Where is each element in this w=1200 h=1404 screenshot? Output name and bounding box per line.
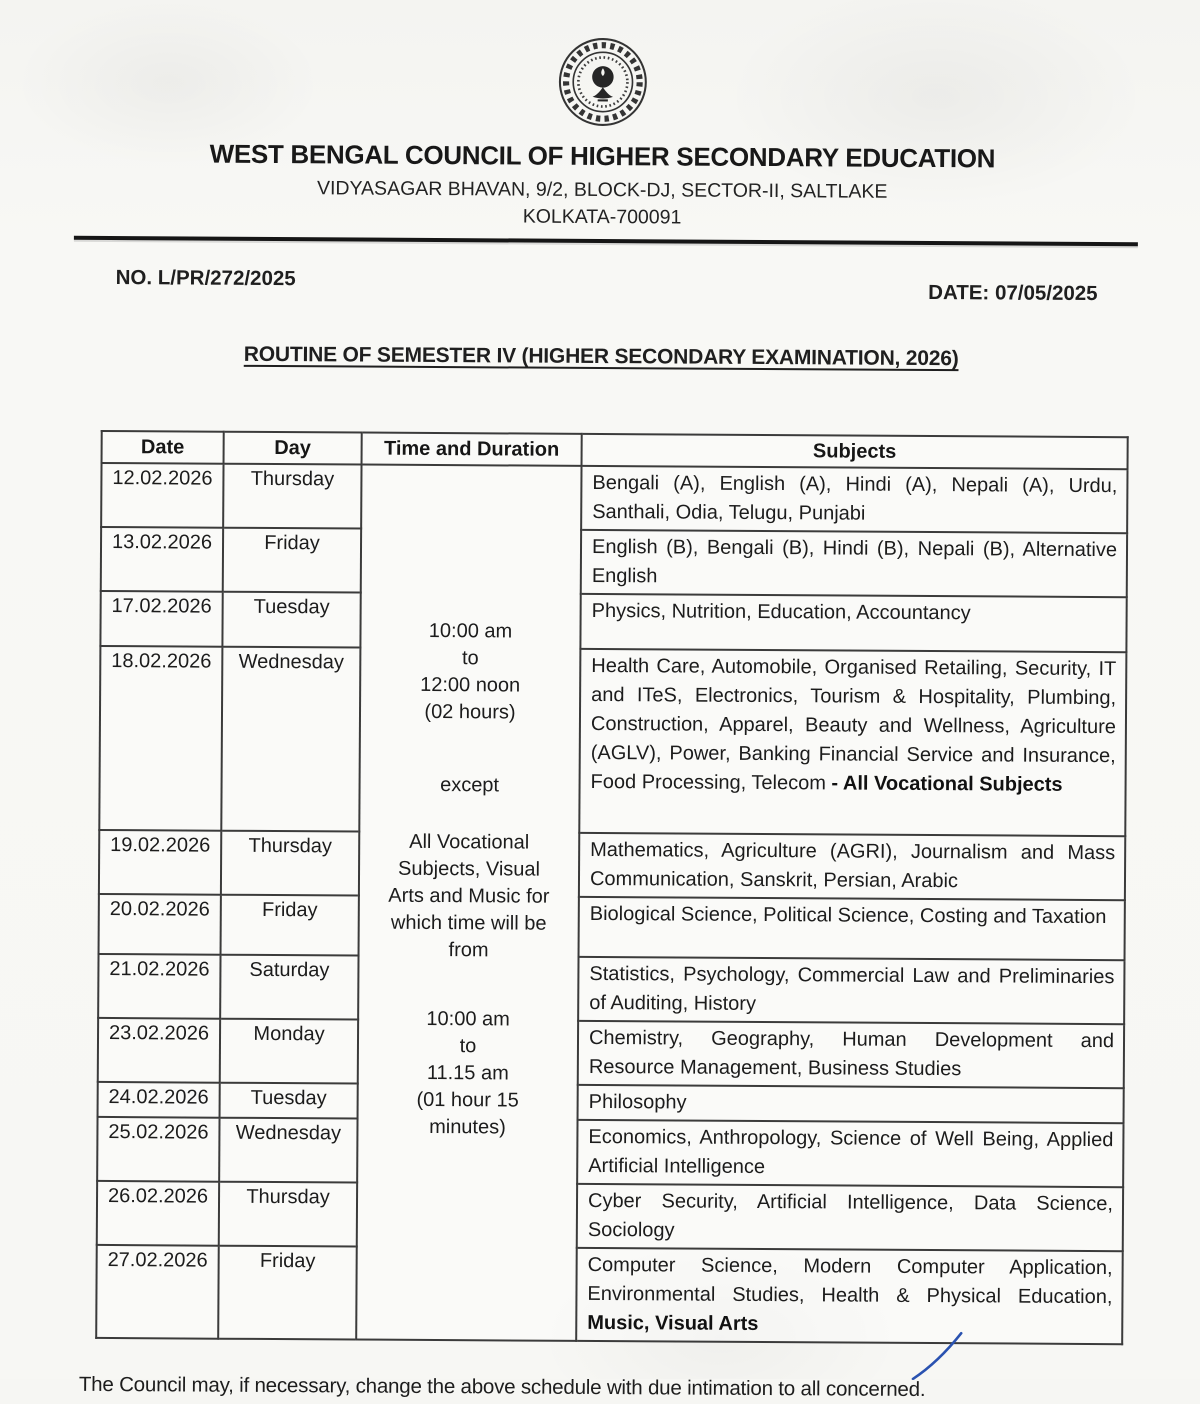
- day-cell: Thursday: [223, 464, 361, 529]
- date-cell: 27.02.2026: [96, 1245, 219, 1339]
- day-cell: Friday: [221, 895, 359, 956]
- subjects-cell: Bengali (A), English (A), Hindi (A), Nepali (A), Urdu, Santhali, Odia, Telugu, Punjabi: [581, 466, 1127, 533]
- column-header-date: Date: [102, 431, 224, 464]
- routine-row: [99, 830, 1125, 900]
- routine-row: [101, 463, 1127, 533]
- routine-row: [99, 646, 1126, 836]
- column-header-time: Time and Duration: [362, 433, 582, 466]
- date-cell: 18.02.2026: [99, 646, 222, 831]
- day-cell: Friday: [223, 528, 361, 593]
- subjects-cell: Philosophy: [578, 1085, 1124, 1123]
- subjects-cell: Computer Science, Modern Computer Application, Environmental Studies, Health & Physical Education, Music, Visual Arts: [576, 1248, 1123, 1344]
- org-address-line: VIDYASAGAR BHAVAN, 9/2, BLOCK-DJ, SECTOR-II, SALTLAKE: [316, 177, 888, 203]
- routine-row: [97, 1181, 1123, 1251]
- routine-row: [99, 894, 1125, 960]
- document-title: ROUTINE OF SEMESTER IV (HIGHER SECONDARY EXAMINATION, 2026): [243, 342, 959, 371]
- subjects-cell: Cyber Security, Artificial Intelligence, Data Science, Sociology: [577, 1184, 1123, 1251]
- date-cell: 20.02.2026: [99, 894, 221, 955]
- date-cell: 13.02.2026: [101, 527, 223, 592]
- org-address-city: KOLKATA-700091: [522, 205, 682, 229]
- day-cell: Wednesday: [221, 647, 360, 832]
- routine-row: [100, 591, 1126, 652]
- day-cell: Tuesday: [220, 1083, 358, 1119]
- date-cell: 25.02.2026: [97, 1117, 219, 1182]
- routine-row: [101, 527, 1127, 597]
- subjects-cell: Mathematics, Agriculture (AGRI), Journalism and Mass Communication, Sanskrit, Persian, Arabic: [579, 833, 1125, 900]
- column-header-day: Day: [224, 432, 362, 465]
- memo-date: DATE: 07/05/2025: [928, 281, 1098, 306]
- date-cell: 12.02.2026: [101, 463, 223, 528]
- date-cell: 26.02.2026: [97, 1181, 219, 1246]
- day-cell: Monday: [220, 1019, 358, 1084]
- date-cell: 19.02.2026: [99, 830, 221, 895]
- exam-routine-table: [95, 430, 1129, 1345]
- column-header-subjects: Subjects: [582, 434, 1128, 469]
- day-cell: Wednesday: [219, 1118, 357, 1183]
- day-cell: Thursday: [219, 1182, 357, 1247]
- day-cell: Tuesday: [222, 592, 360, 648]
- routine-row: [98, 954, 1124, 1024]
- memo-row: [2, 239, 1200, 306]
- subjects-cell: Chemistry, Geography, Human Development and Resource Management, Business Studies: [578, 1021, 1124, 1088]
- subjects-cell: Economics, Anthropology, Science of Well Being, Applied Artificial Intelligence: [577, 1120, 1123, 1187]
- subjects-cell: Health Care, Automobile, Organised Retailing, Security, IT and ITeS, Electronics, Tourism & Hospitality, Plumbing, Construction, Apparel, Beauty and Wellness, Agriculture (AGLV), Power, Banking Financial Service and Insurance, Food Processing, Telecom - All Vocational Subjects: [579, 649, 1126, 836]
- subjects-cell: Statistics, Psychology, Commercial Law and Preliminaries of Auditing, History: [578, 957, 1124, 1024]
- day-cell: Saturday: [220, 955, 358, 1020]
- memo-number: NO. L/PR/272/2025: [115, 266, 296, 291]
- date-cell: 17.02.2026: [100, 591, 222, 647]
- day-cell: Friday: [218, 1246, 357, 1340]
- subjects-cell: Biological Science, Political Science, Costing and Taxation: [579, 897, 1125, 960]
- routine-row: [98, 1018, 1124, 1088]
- date-cell: 21.02.2026: [98, 954, 220, 1019]
- date-cell: 24.02.2026: [98, 1082, 220, 1118]
- subjects-cell: Physics, Nutrition, Education, Accountancy: [580, 594, 1126, 652]
- time-duration-cell: 10:00 am to 12:00 noon (02 hours) except All Vocational Subjects, Visual Arts and Music for which time will be from 10:00 am to 11.15 am (01 hour 15 minutes): [356, 465, 581, 1341]
- wbchse-seal-icon: [3, 0, 1200, 137]
- day-cell: Thursday: [221, 831, 359, 896]
- subjects-cell: English (B), Bengali (B), Hindi (B), Nepali (B), Alternative English: [581, 530, 1127, 597]
- org-name: WEST BENGAL COUNCIL OF HIGHER SECONDARY EDUCATION: [209, 138, 996, 174]
- footer-note: The Council may, if necessary, change the above schedule with due intimation to all concerned.: [78, 1372, 926, 1402]
- date-cell: 23.02.2026: [98, 1018, 220, 1083]
- routine-row: [97, 1117, 1123, 1187]
- pen-stroke-icon: [903, 1330, 981, 1380]
